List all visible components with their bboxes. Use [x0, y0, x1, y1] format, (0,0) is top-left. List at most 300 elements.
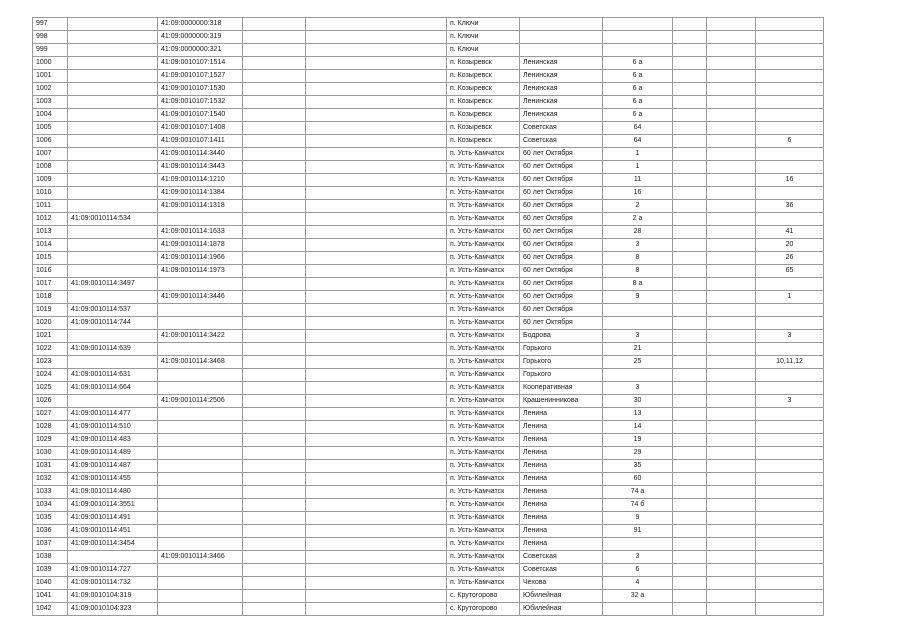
- apartment-cell: 20: [756, 239, 824, 252]
- empty-col-e-cell: [306, 187, 447, 200]
- apartment-cell: [756, 317, 824, 330]
- empty-col-j-cell: [707, 343, 756, 356]
- cadastral-number-a-cell: [68, 226, 158, 239]
- street-cell: 60 лет Октября: [520, 187, 603, 200]
- apartment-cell: [756, 473, 824, 486]
- row-number-cell: 1000: [33, 57, 68, 70]
- cadastral-number-b-cell: 41:09:0010114:1210: [158, 174, 243, 187]
- settlement-cell: п. Усть-Камчатск: [447, 382, 520, 395]
- house-number-cell: 64: [603, 122, 673, 135]
- cadastral-number-a-cell: 41:09:0010114:639: [68, 343, 158, 356]
- house-number-cell: [603, 317, 673, 330]
- table-row: [33, 434, 824, 447]
- empty-col-d-cell: [243, 187, 306, 200]
- empty-col-d-cell: [243, 525, 306, 538]
- cadastral-number-a-cell: 41:09:0010104:319: [68, 590, 158, 603]
- empty-col-j-cell: [707, 486, 756, 499]
- empty-col-d-cell: [243, 226, 306, 239]
- cadastral-number-b-cell: [158, 603, 243, 616]
- row-number-cell: 1024: [33, 369, 68, 382]
- table-row: [33, 421, 824, 434]
- empty-col-e-cell: [306, 356, 447, 369]
- row-number-cell: 1015: [33, 252, 68, 265]
- empty-col-d-cell: [243, 421, 306, 434]
- empty-col-i-cell: [673, 343, 707, 356]
- house-number-cell: 6 а: [603, 96, 673, 109]
- empty-col-j-cell: [707, 83, 756, 96]
- empty-col-d-cell: [243, 122, 306, 135]
- apartment-cell: [756, 122, 824, 135]
- house-number-cell: 9: [603, 291, 673, 304]
- empty-col-e-cell: [306, 473, 447, 486]
- apartment-cell: [756, 538, 824, 551]
- empty-col-i-cell: [673, 187, 707, 200]
- empty-col-j-cell: [707, 265, 756, 278]
- apartment-cell: [756, 447, 824, 460]
- empty-col-e-cell: [306, 434, 447, 447]
- cadastral-number-b-cell: [158, 408, 243, 421]
- apartment-cell: [756, 564, 824, 577]
- empty-col-e-cell: [306, 538, 447, 551]
- apartment-cell: [756, 577, 824, 590]
- house-number-cell: 74 а: [603, 486, 673, 499]
- cadastral-number-b-cell: [158, 499, 243, 512]
- empty-col-j-cell: [707, 525, 756, 538]
- row-number-cell: 1030: [33, 447, 68, 460]
- empty-col-i-cell: [673, 213, 707, 226]
- street-cell: Ленина: [520, 473, 603, 486]
- cadastral-number-b-cell: [158, 382, 243, 395]
- cadastral-number-b-cell: 41:09:0010107:1514: [158, 57, 243, 70]
- cadastral-number-b-cell: [158, 460, 243, 473]
- data-table: [32, 17, 824, 616]
- street-cell: 60 лет Октября: [520, 291, 603, 304]
- empty-col-j-cell: [707, 577, 756, 590]
- settlement-cell: п. Усть-Камчатск: [447, 447, 520, 460]
- empty-col-i-cell: [673, 304, 707, 317]
- street-cell: Кооперативная: [520, 382, 603, 395]
- settlement-cell: п. Усть-Камчатск: [447, 174, 520, 187]
- empty-col-j-cell: [707, 174, 756, 187]
- empty-col-i-cell: [673, 252, 707, 265]
- apartment-cell: 10,11,12: [756, 356, 824, 369]
- empty-col-i-cell: [673, 512, 707, 525]
- empty-col-e-cell: [306, 109, 447, 122]
- empty-col-i-cell: [673, 603, 707, 616]
- apartment-cell: [756, 83, 824, 96]
- row-number-cell: 1036: [33, 525, 68, 538]
- cadastral-number-b-cell: 41:09:0000000:318: [158, 18, 243, 31]
- cadastral-number-b-cell: 41:09:0010114:3440: [158, 148, 243, 161]
- empty-col-d-cell: [243, 343, 306, 356]
- cadastral-number-a-cell: [68, 252, 158, 265]
- apartment-cell: [756, 44, 824, 57]
- house-number-cell: 6 а: [603, 83, 673, 96]
- apartment-cell: 6: [756, 135, 824, 148]
- row-number-cell: 1010: [33, 187, 68, 200]
- empty-col-j-cell: [707, 512, 756, 525]
- settlement-cell: п. Ключи: [447, 18, 520, 31]
- cadastral-number-a-cell: 41:09:0010114:3454: [68, 538, 158, 551]
- settlement-cell: п. Козыревск: [447, 96, 520, 109]
- empty-col-i-cell: [673, 174, 707, 187]
- empty-col-d-cell: [243, 135, 306, 148]
- table-row: [33, 252, 824, 265]
- empty-col-i-cell: [673, 135, 707, 148]
- empty-col-i-cell: [673, 369, 707, 382]
- house-number-cell: 8 а: [603, 278, 673, 291]
- cadastral-number-a-cell: 41:09:0010114:483: [68, 434, 158, 447]
- empty-col-i-cell: [673, 356, 707, 369]
- cadastral-number-b-cell: [158, 213, 243, 226]
- cadastral-number-b-cell: [158, 538, 243, 551]
- apartment-cell: [756, 434, 824, 447]
- street-cell: Юбилейная: [520, 603, 603, 616]
- table-row: [33, 551, 824, 564]
- table-row: [33, 109, 824, 122]
- house-number-cell: 30: [603, 395, 673, 408]
- table-row: [33, 473, 824, 486]
- house-number-cell: 1: [603, 161, 673, 174]
- street-cell: Ленинская: [520, 57, 603, 70]
- settlement-cell: п. Усть-Камчатск: [447, 330, 520, 343]
- cadastral-number-b-cell: 41:09:0010114:1384: [158, 187, 243, 200]
- table-row: [33, 538, 824, 551]
- settlement-cell: п. Козыревск: [447, 83, 520, 96]
- table-row: [33, 148, 824, 161]
- cadastral-number-a-cell: 41:09:0010114:451: [68, 525, 158, 538]
- street-cell: 60 лет Октября: [520, 278, 603, 291]
- empty-col-e-cell: [306, 525, 447, 538]
- empty-col-d-cell: [243, 447, 306, 460]
- settlement-cell: с. Крутогорово: [447, 590, 520, 603]
- cadastral-number-a-cell: [68, 187, 158, 200]
- cadastral-number-b-cell: 41:09:0010114:1966: [158, 252, 243, 265]
- empty-col-i-cell: [673, 44, 707, 57]
- empty-col-e-cell: [306, 252, 447, 265]
- cadastral-number-a-cell: 41:09:0010114:487: [68, 460, 158, 473]
- row-number-cell: 1029: [33, 434, 68, 447]
- empty-col-d-cell: [243, 278, 306, 291]
- empty-col-j-cell: [707, 109, 756, 122]
- cadastral-number-a-cell: [68, 135, 158, 148]
- table-row: [33, 577, 824, 590]
- row-number-cell: 1017: [33, 278, 68, 291]
- row-number-cell: 1021: [33, 330, 68, 343]
- empty-col-i-cell: [673, 421, 707, 434]
- row-number-cell: 1005: [33, 122, 68, 135]
- house-number-cell: [603, 18, 673, 31]
- apartment-cell: [756, 421, 824, 434]
- settlement-cell: п. Усть-Камчатск: [447, 356, 520, 369]
- street-cell: [520, 18, 603, 31]
- empty-col-j-cell: [707, 252, 756, 265]
- house-number-cell: 3: [603, 330, 673, 343]
- empty-col-j-cell: [707, 356, 756, 369]
- settlement-cell: п. Козыревск: [447, 122, 520, 135]
- empty-col-e-cell: [306, 44, 447, 57]
- empty-col-d-cell: [243, 70, 306, 83]
- settlement-cell: с. Крутогорово: [447, 603, 520, 616]
- house-number-cell: 32 а: [603, 590, 673, 603]
- cadastral-number-a-cell: [68, 83, 158, 96]
- table-row: [33, 226, 824, 239]
- house-number-cell: [603, 538, 673, 551]
- cadastral-number-a-cell: 41:09:0010114:489: [68, 447, 158, 460]
- row-number-cell: 1038: [33, 551, 68, 564]
- settlement-cell: п. Козыревск: [447, 70, 520, 83]
- cadastral-number-a-cell: [68, 57, 158, 70]
- empty-col-e-cell: [306, 330, 447, 343]
- table-row: [33, 44, 824, 57]
- cadastral-number-b-cell: 41:09:0010114:1878: [158, 239, 243, 252]
- cadastral-number-a-cell: [68, 96, 158, 109]
- empty-col-d-cell: [243, 395, 306, 408]
- empty-col-e-cell: [306, 200, 447, 213]
- empty-col-i-cell: [673, 590, 707, 603]
- cadastral-number-b-cell: [158, 590, 243, 603]
- house-number-cell: [603, 369, 673, 382]
- street-cell: 60 лет Октября: [520, 148, 603, 161]
- apartment-cell: [756, 603, 824, 616]
- settlement-cell: п. Усть-Камчатск: [447, 473, 520, 486]
- empty-col-i-cell: [673, 31, 707, 44]
- cadastral-number-a-cell: 41:09:0010104:323: [68, 603, 158, 616]
- street-cell: Ленина: [520, 512, 603, 525]
- settlement-cell: п. Усть-Камчатск: [447, 421, 520, 434]
- table-row: [33, 512, 824, 525]
- empty-col-j-cell: [707, 330, 756, 343]
- apartment-cell: [756, 460, 824, 473]
- empty-col-i-cell: [673, 278, 707, 291]
- table-row: [33, 408, 824, 421]
- apartment-cell: 26: [756, 252, 824, 265]
- empty-col-d-cell: [243, 174, 306, 187]
- house-number-cell: [603, 31, 673, 44]
- apartment-cell: [756, 512, 824, 525]
- empty-col-i-cell: [673, 70, 707, 83]
- apartment-cell: [756, 382, 824, 395]
- table-row: [33, 395, 824, 408]
- row-number-cell: 1028: [33, 421, 68, 434]
- street-cell: [520, 44, 603, 57]
- row-number-cell: 999: [33, 44, 68, 57]
- settlement-cell: п. Усть-Камчатск: [447, 265, 520, 278]
- table-row: [33, 486, 824, 499]
- empty-col-d-cell: [243, 486, 306, 499]
- empty-col-j-cell: [707, 96, 756, 109]
- empty-col-j-cell: [707, 187, 756, 200]
- empty-col-j-cell: [707, 460, 756, 473]
- empty-col-i-cell: [673, 122, 707, 135]
- row-number-cell: 1014: [33, 239, 68, 252]
- empty-col-d-cell: [243, 83, 306, 96]
- settlement-cell: п. Козыревск: [447, 135, 520, 148]
- empty-col-e-cell: [306, 369, 447, 382]
- settlement-cell: п. Ключи: [447, 44, 520, 57]
- street-cell: Ленина: [520, 434, 603, 447]
- street-cell: Горького: [520, 343, 603, 356]
- cadastral-number-b-cell: 41:09:0010107:1408: [158, 122, 243, 135]
- empty-col-i-cell: [673, 265, 707, 278]
- empty-col-i-cell: [673, 200, 707, 213]
- empty-col-j-cell: [707, 317, 756, 330]
- apartment-cell: 3: [756, 330, 824, 343]
- house-number-cell: 8: [603, 265, 673, 278]
- house-number-cell: 64: [603, 135, 673, 148]
- cadastral-number-b-cell: [158, 447, 243, 460]
- cadastral-number-b-cell: 41:09:0010114:1318: [158, 200, 243, 213]
- house-number-cell: 6: [603, 564, 673, 577]
- house-number-cell: [603, 44, 673, 57]
- cadastral-number-a-cell: 41:09:0010114:480: [68, 486, 158, 499]
- empty-col-i-cell: [673, 109, 707, 122]
- empty-col-d-cell: [243, 31, 306, 44]
- apartment-cell: [756, 31, 824, 44]
- empty-col-i-cell: [673, 291, 707, 304]
- street-cell: Ленина: [520, 525, 603, 538]
- empty-col-d-cell: [243, 213, 306, 226]
- settlement-cell: п. Ключи: [447, 31, 520, 44]
- empty-col-e-cell: [306, 577, 447, 590]
- table-row: [33, 447, 824, 460]
- house-number-cell: 60: [603, 473, 673, 486]
- empty-col-i-cell: [673, 148, 707, 161]
- settlement-cell: п. Усть-Камчатск: [447, 577, 520, 590]
- empty-col-e-cell: [306, 161, 447, 174]
- empty-col-j-cell: [707, 564, 756, 577]
- empty-col-d-cell: [243, 499, 306, 512]
- empty-col-i-cell: [673, 96, 707, 109]
- settlement-cell: п. Козыревск: [447, 57, 520, 70]
- row-number-cell: 1019: [33, 304, 68, 317]
- street-cell: 60 лет Октября: [520, 161, 603, 174]
- row-number-cell: 1031: [33, 460, 68, 473]
- empty-col-i-cell: [673, 57, 707, 70]
- house-number-cell: 29: [603, 447, 673, 460]
- table-row: [33, 460, 824, 473]
- cadastral-number-a-cell: 41:09:0010114:510: [68, 421, 158, 434]
- empty-col-d-cell: [243, 148, 306, 161]
- empty-col-d-cell: [243, 330, 306, 343]
- empty-col-d-cell: [243, 590, 306, 603]
- empty-col-d-cell: [243, 317, 306, 330]
- settlement-cell: п. Усть-Камчатск: [447, 564, 520, 577]
- street-cell: 60 лет Октября: [520, 265, 603, 278]
- apartment-cell: 36: [756, 200, 824, 213]
- table-row: [33, 83, 824, 96]
- street-cell: 60 лет Октября: [520, 252, 603, 265]
- row-number-cell: 1002: [33, 83, 68, 96]
- row-number-cell: 1020: [33, 317, 68, 330]
- table-row: [33, 70, 824, 83]
- settlement-cell: п. Усть-Камчатск: [447, 512, 520, 525]
- table-row: [33, 590, 824, 603]
- street-cell: Советская: [520, 564, 603, 577]
- row-number-cell: 1022: [33, 343, 68, 356]
- empty-col-e-cell: [306, 512, 447, 525]
- apartment-cell: [756, 499, 824, 512]
- apartment-cell: [756, 148, 824, 161]
- empty-col-i-cell: [673, 499, 707, 512]
- empty-col-j-cell: [707, 70, 756, 83]
- cadastral-number-a-cell: [68, 200, 158, 213]
- apartment-cell: 3: [756, 395, 824, 408]
- empty-col-d-cell: [243, 460, 306, 473]
- table-row: [33, 57, 824, 70]
- empty-col-d-cell: [243, 434, 306, 447]
- empty-col-i-cell: [673, 434, 707, 447]
- settlement-cell: п. Усть-Камчатск: [447, 486, 520, 499]
- street-cell: 60 лет Октября: [520, 213, 603, 226]
- settlement-cell: п. Усть-Камчатск: [447, 239, 520, 252]
- cadastral-number-a-cell: [68, 239, 158, 252]
- house-number-cell: 4: [603, 577, 673, 590]
- street-cell: 60 лет Октября: [520, 174, 603, 187]
- settlement-cell: п. Усть-Камчатск: [447, 148, 520, 161]
- apartment-cell: [756, 187, 824, 200]
- street-cell: Юбилейная: [520, 590, 603, 603]
- empty-col-i-cell: [673, 395, 707, 408]
- empty-col-j-cell: [707, 18, 756, 31]
- table-row: [33, 291, 824, 304]
- empty-col-i-cell: [673, 551, 707, 564]
- table-row: [33, 330, 824, 343]
- house-number-cell: 14: [603, 421, 673, 434]
- apartment-cell: [756, 525, 824, 538]
- table-row: [33, 603, 824, 616]
- settlement-cell: п. Усть-Камчатск: [447, 525, 520, 538]
- settlement-cell: п. Усть-Камчатск: [447, 187, 520, 200]
- cadastral-number-a-cell: [68, 31, 158, 44]
- apartment-cell: [756, 304, 824, 317]
- settlement-cell: п. Усть-Камчатск: [447, 291, 520, 304]
- row-number-cell: 1027: [33, 408, 68, 421]
- settlement-cell: п. Усть-Камчатск: [447, 226, 520, 239]
- empty-col-i-cell: [673, 408, 707, 421]
- apartment-cell: 65: [756, 265, 824, 278]
- empty-col-j-cell: [707, 395, 756, 408]
- empty-col-j-cell: [707, 31, 756, 44]
- empty-col-i-cell: [673, 525, 707, 538]
- cadastral-number-b-cell: [158, 564, 243, 577]
- empty-col-j-cell: [707, 213, 756, 226]
- settlement-cell: п. Усть-Камчатск: [447, 395, 520, 408]
- street-cell: 60 лет Октября: [520, 239, 603, 252]
- row-number-cell: 1006: [33, 135, 68, 148]
- cadastral-number-b-cell: [158, 278, 243, 291]
- cadastral-number-a-cell: 41:09:0010114:3551: [68, 499, 158, 512]
- cadastral-number-a-cell: 41:09:0010114:744: [68, 317, 158, 330]
- table-row: [33, 343, 824, 356]
- empty-col-d-cell: [243, 408, 306, 421]
- apartment-cell: [756, 96, 824, 109]
- empty-col-d-cell: [243, 369, 306, 382]
- empty-col-e-cell: [306, 551, 447, 564]
- settlement-cell: п. Усть-Камчатск: [447, 460, 520, 473]
- cadastral-number-a-cell: [68, 356, 158, 369]
- empty-col-j-cell: [707, 408, 756, 421]
- empty-col-d-cell: [243, 57, 306, 70]
- empty-col-d-cell: [243, 239, 306, 252]
- empty-col-d-cell: [243, 512, 306, 525]
- empty-col-j-cell: [707, 135, 756, 148]
- settlement-cell: п. Усть-Камчатск: [447, 161, 520, 174]
- empty-col-d-cell: [243, 200, 306, 213]
- row-number-cell: 997: [33, 18, 68, 31]
- apartment-cell: [756, 343, 824, 356]
- cadastral-number-a-cell: [68, 70, 158, 83]
